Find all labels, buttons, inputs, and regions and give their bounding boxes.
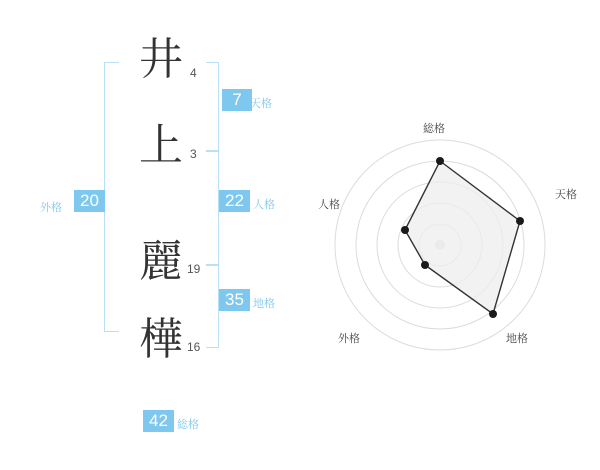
jinkaku-value: 22 (219, 190, 250, 212)
gaikaku-bracket (104, 62, 119, 332)
stroke-count-3: 19 (187, 262, 201, 276)
axis-label-gaikaku: 外格 (338, 332, 360, 345)
soukaku-label: 総格 (177, 418, 199, 431)
chikaku-label: 地格 (253, 297, 275, 310)
tenkaku-bracket (206, 62, 219, 152)
chikaku-value: 35 (219, 289, 250, 311)
axis-label-soukaku: 総格 (423, 122, 445, 135)
gaikaku-label: 外格 (40, 201, 62, 214)
radar-chart-svg (320, 0, 600, 470)
tenkaku-label: 天格 (250, 97, 272, 110)
kanji-char-1: 井 (139, 34, 183, 85)
stroke-count-2: 3 (190, 147, 197, 161)
soukaku-value: 42 (143, 410, 174, 432)
stroke-count-1: 4 (190, 66, 197, 80)
jinkaku-bracket (206, 150, 219, 266)
kanji-char-4: 樺 (139, 314, 183, 365)
gaikaku-value: 20 (74, 190, 105, 212)
tenkaku-value: 7 (222, 89, 252, 111)
stroke-count-4: 16 (187, 340, 201, 354)
kanji-char-2: 上 (139, 120, 183, 171)
axis-label-jinkaku: 人格 (318, 198, 340, 211)
jinkaku-label: 人格 (253, 198, 275, 211)
chikaku-bracket (206, 264, 219, 348)
radar-chart-panel (320, 0, 600, 470)
axis-label-chikaku: 地格 (506, 332, 528, 345)
axis-label-tenkaku: 天格 (555, 188, 577, 201)
kanji-char-3: 麗 (139, 236, 183, 287)
radar-data-polygon (405, 161, 520, 314)
